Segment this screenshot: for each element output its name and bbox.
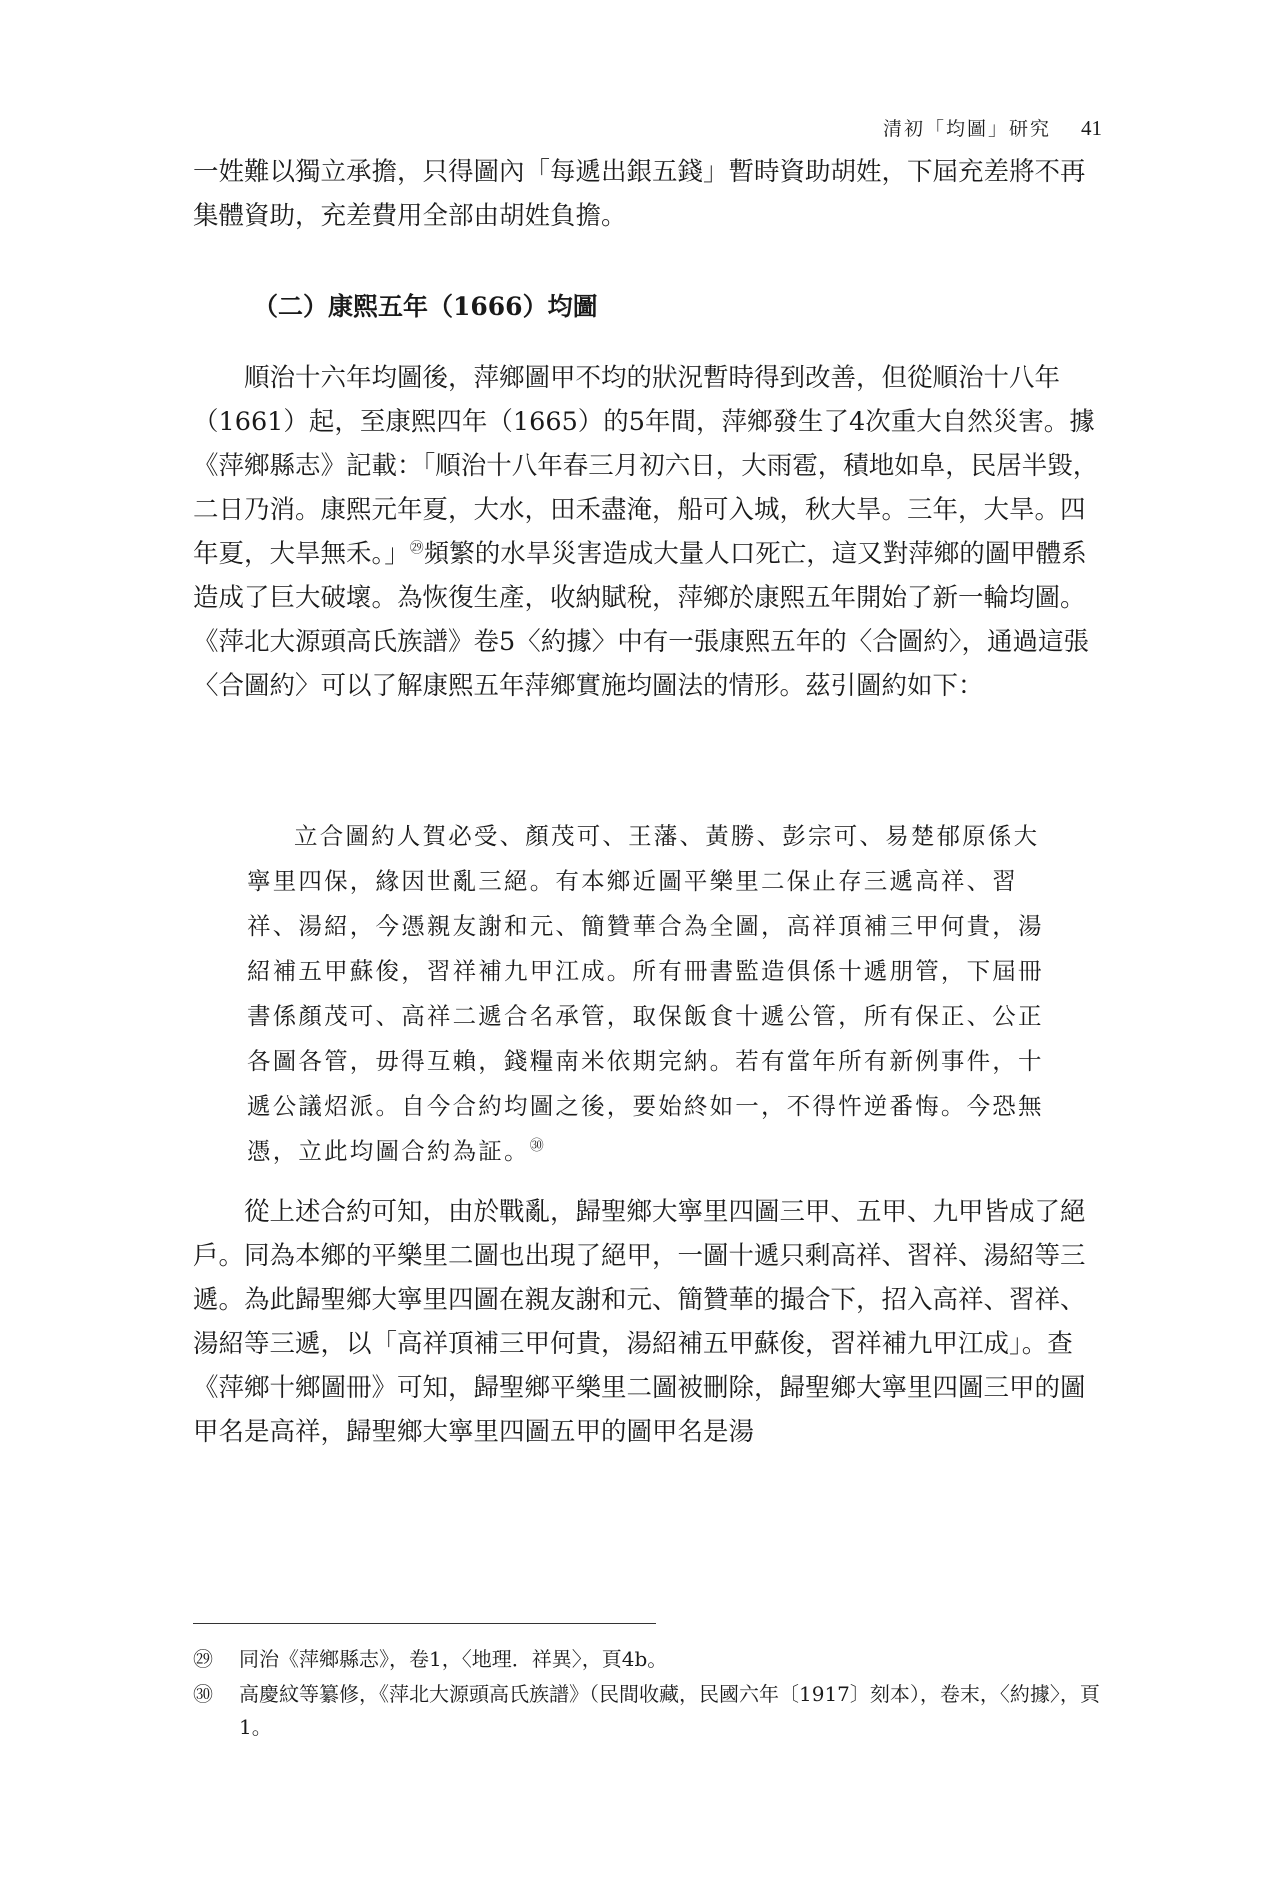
footnote-number: ㉚	[193, 1682, 213, 1706]
paragraph-1: 一姓難以獨立承擔，只得圖內「每遞出銀五錢」暫時資助胡姓，下屆充差將不再集體資助，充差費用全部由胡姓負擔。	[193, 157, 1086, 231]
footnote-number: ㉙	[193, 1647, 213, 1671]
footnote-text: 同治《萍鄉縣志》，卷1，〈地理．祥異〉，頁4b。	[239, 1647, 668, 1671]
section-heading: （二）康熙五年（1666）均圖	[253, 292, 598, 321]
footnote-divider	[193, 1623, 656, 1624]
footnote-29	[193, 1643, 1107, 1676]
running-title: 清初「均圖」研究	[882, 118, 1051, 140]
paragraph-2-block	[193, 356, 1107, 708]
paragraph-2-text-b: 頻繁的水旱災害造成大量人口死亡，這又對萍鄉的圖甲體系造成了巨大破壞。為恢復生產，收納賦稅，萍鄉於康熙五年開始了新一輪均圖。《萍北大源頭高氏族譜》卷5〈約據〉中有一張康熙五年的〈合圖約〉，通過這張〈合圖約〉可以了解康熙五年萍鄉實施均圖法的情形。茲引圖約如下：	[193, 539, 1089, 701]
paragraph-2	[193, 356, 1107, 708]
footnote-ref-30[interactable]: ㉚	[529, 1138, 546, 1155]
paragraph-3-block	[193, 1190, 1107, 1454]
paragraph-2-text-a: 順治十六年均圖後，萍鄉圖甲不均的狀況暫時得到改善，但從順治十八年（1661）起，至康熙四年（1665）的5年間，萍鄉發生了4次重大自然災害。據《萍鄉縣志》記載：「順治十八年春三月初六日，大雨雹，積地如阜，民居半毀，二日乃消。康熙元年夏，大水，田禾盡淹，船可入城，秋大旱。三年，大旱。四年夏，大旱無禾。」	[193, 363, 1099, 569]
quote-text: 立合圖約人賀必受、顏茂可、王藩、黃勝、彭宗可、易楚郁原係大寧里四保，緣因世亂三絕。有本鄉近圖平樂里二保止存三遞高祥、習祥、湯紹，今憑親友謝和元、簡贊華合為全圖，高祥頂補三甲何貴，湯紹補五甲蘇俊，習祥補九甲江成。所有冊書監造俱係十遞朋管，下屆冊書係顏茂可、高祥二遞合名承管，取保飯食十遞公管，所有保正、公正各圖各管，毋得互賴，錢糧南米依期完納。若有當年所有新例事件，十遞公議炤派。自今合約均圖之後，要始終如一，不得忤逆番悔。今恐無憑，立此均圖合約為証。	[247, 822, 1044, 1165]
page-number: 41	[1081, 116, 1102, 140]
footnote-text: 高慶紋等纂修，《萍北大源頭高氏族譜》（民間收藏，民國六年〔1917〕刻本），卷末，〈約據〉，頁1。	[239, 1682, 1100, 1739]
footnote-ref-29[interactable]: ㉙	[409, 540, 424, 557]
paragraph-continuation	[193, 150, 1107, 238]
paragraph-3: 從上述合約可知，由於戰亂，歸聖鄉大寧里四圖三甲、五甲、九甲皆成了絕戶。同為本鄉的平樂里二圖也出現了絕甲，一圖十遞只剩高祥、習祥、湯紹等三遞。為此歸聖鄉大寧里四圖在親友謝和元、簡贊華的撮合下，招入高祥、習祥、湯紹等三遞，以「高祥頂補三甲何貴，湯紹補五甲蘇俊，習祥補九甲江成」。查《萍鄉十鄉圖冊》可知，歸聖鄉平樂里二圖被刪除，歸聖鄉大寧里四圖三甲的圖甲名是高祥，歸聖鄉大寧里四圖五甲的圖甲名是湯	[193, 1197, 1086, 1447]
footnotes	[193, 1643, 1107, 1746]
block-quote-contract	[247, 814, 1057, 1174]
footnote-30	[193, 1678, 1107, 1744]
running-header	[700, 114, 1102, 141]
